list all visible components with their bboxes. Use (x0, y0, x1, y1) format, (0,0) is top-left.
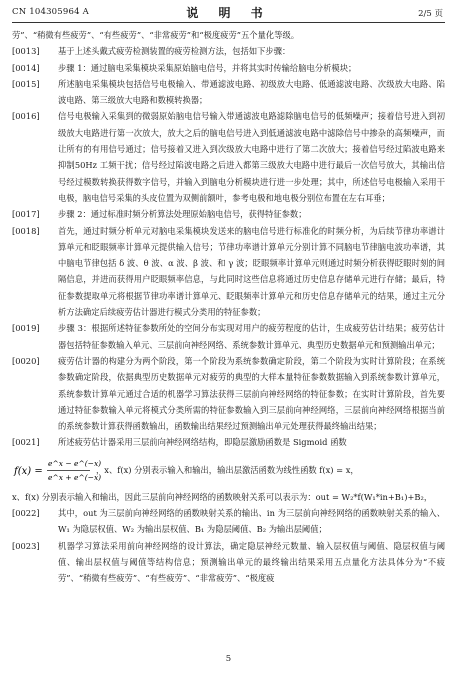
formula-denominator: e^x + e^(−x) (48, 472, 102, 482)
paragraph-text: 基于上述头戴式疲劳检测装置的疲劳检测方法，包括如下步骤： (58, 46, 291, 57)
page-reference: 2/5 页 (418, 9, 443, 19)
paragraph-text: 步骤 3：根据所述特征参数所处的空间分布实现对用户的疲劳程度的估计，生成疲劳估计结果；疲劳估计器包括特征参数输入单元、三层前向神经网络、系统参数计算单元、典型历史数据单元和预测输出单元； (58, 323, 445, 350)
paragraph-number: [0023] (12, 540, 40, 551)
paragraph-0021 (12, 434, 445, 450)
page-title: 说 明 书 (186, 6, 271, 20)
sigmoid-formula-row (12, 451, 445, 489)
paragraph-number: [0013] (12, 46, 40, 57)
page-header (0, 0, 457, 24)
paragraph-number: [0017] (12, 209, 40, 220)
paragraph-text: x、f(x) 分别表示输入和输出，因此三层前向神经网络的函数映射关系可以表示为：out = W₂*f(W₁*in+B₁)+B₂， (12, 491, 433, 502)
paragraph-0020 (12, 353, 445, 434)
paragraph-number: [0020] (12, 355, 40, 366)
paragraph-text: 所述脑电采集模块包括信号电极输入、带通滤波电路、初级放大电路、低通滤波电路、次级放大电路、陷波电路、第三级放大电路和数模转换器； (58, 78, 445, 106)
paragraph-continuation (12, 27, 445, 43)
paragraph-0018 (12, 223, 445, 321)
page-body (12, 27, 445, 587)
formula-description: ，x、f(x) 分别表示输入和输出，输出层激活函数为线性函数 f(x) = x， (96, 464, 359, 475)
paragraph-number: [0022] (12, 508, 40, 519)
paragraph-text: 劳”、“稍微有些疲劳”、“有些疲劳”、“非常疲劳”和“极度疲劳”五个量化等级。 (12, 30, 300, 40)
paragraph-number: [0021] (12, 437, 40, 448)
paragraph-text: 疲劳估计器的构建分为两个阶段，第一个阶段为系统参数确定阶段，第二个阶段为实时计算阶段；在系统参数确定阶段，依据典型历史数据单元对疲劳的典型的大样本量特征参数数据输入到系统参数计算单元，系统参数计算单元通过合适的机器学习算法获得三层前向神经网络的特征参数；在实时计算阶段，首先要通过特征参数输入单元将模式分类所需的特征参数输入到三层前向神经网络，三层前向神经网络根据当前的系统参数计算获得函数输出，函数输出结果经过预测输出单元处理获得最终输出结果； (58, 355, 445, 432)
paragraph-number: [0018] (12, 225, 40, 236)
paragraph-text: 步骤 2：通过标准时频分析算法处理原始脑电信号，获得特征参数； (58, 209, 307, 220)
paragraph-text: 首先，通过时频分析单元对脑电采集模块发送来的脑电信号进行标准化的时频分析，为后续节律功率谱计算单元和眨眼频率计算单元提供输入信号；节律功率谱计算单元分别计算不同脑电节律脑电波功率谱，其中脑电节律包括 δ 波、θ 波、α 波、β 波、和 γ 波；眨眼频率计算单元则通过时频分析获得眨眼时刻的间隔信息，并进而获得用户眨眼频率信息，与此同时这些信息将通过历史信息存储单元进行存储；最后，特征参数提取单元将根据节律功率谱计算单元、眨眼频率计算单元和历史信息存储单元的结果，通过主元分析方法确定后续疲劳估计器进行模式分类用的特征参数； (58, 225, 445, 318)
paragraph-0013 (12, 43, 445, 59)
paragraph-text: 信号电极输入采集到的微弱原始脑电信号输入带通滤波电路滤除脑电信号的低频噪声；接着信号进入到初级放大电路进行第一次放大，放大之后的脑电信号进入到低通滤波电路中滤除信号中掺杂的高频噪声，而让所有的有用信号通过；信号接着又进入到次级放大电路中进行了第二次放大；接着信号经过陷波电路来抑制50Hz 工频干扰；信号经过陷波电路之后进入都第三级放大电路中进行最后一次信号放大，其输出信号经过模数转换获得数字信号，并输入到脑电分析模块进行进一步处理；其中，所述信号电极输入采用干电极，脑电信号采集的头皮位置为双侧前额叶，参考电极和地电极分别位布置在左右耳垂； (58, 111, 445, 203)
formula-lhs: f(x) = (14, 465, 43, 477)
paragraph-text: 机器学习算法采用前向神经网络的设计算法，确定隐层神经元数量、输入层权值与阈值、隐层权值与阈值、输出层权值与阈值等结构信息；预测输出单元的最终输出结果采用五点量化方法具体分为“不疲劳”、“稍微有些疲劳”、“有些疲劳”、“非常疲劳”、“极度疲 (58, 540, 445, 584)
paragraph-text: 所述疲劳估计器采用三层前向神经网络结构，即隐层激励函数是 Sigmoid 函数 (58, 437, 347, 448)
paragraph-0014 (12, 60, 445, 76)
paragraph-0017 (12, 206, 445, 222)
paragraph-0019 (12, 320, 445, 353)
paragraph-number: [0014] (12, 62, 40, 73)
formula-numerator: e^x − e^(−x) (48, 458, 102, 468)
paragraph-0022 (12, 505, 445, 538)
paragraph-text: 其中，out 为三层前向神经网络的函数映射关系的输出、in 为三层前向神经网络的函数映射关系的输入、W₁ 为隐层权值、W₂ 为输出层权值、B₁ 为隐层阈值、B₂ 为输出层阈值； (58, 508, 445, 535)
header-rule (12, 22, 445, 23)
paragraph-continuation-2 (12, 489, 445, 505)
paragraph-number: [0016] (12, 111, 40, 122)
paragraph-number: [0015] (12, 78, 40, 89)
sigmoid-formula (12, 455, 102, 485)
paragraph-0023 (12, 538, 445, 587)
paragraph-0015 (12, 76, 445, 109)
paragraph-number: [0019] (12, 323, 40, 334)
paragraph-0016 (12, 108, 445, 206)
patent-number: CN 104305964 A (12, 7, 89, 17)
page-number: 5 (225, 654, 232, 664)
paragraph-text: 步骤 1：通过脑电采集模块采集原始脑电信号，并将其实时传输给脑电分析模块； (58, 62, 357, 73)
